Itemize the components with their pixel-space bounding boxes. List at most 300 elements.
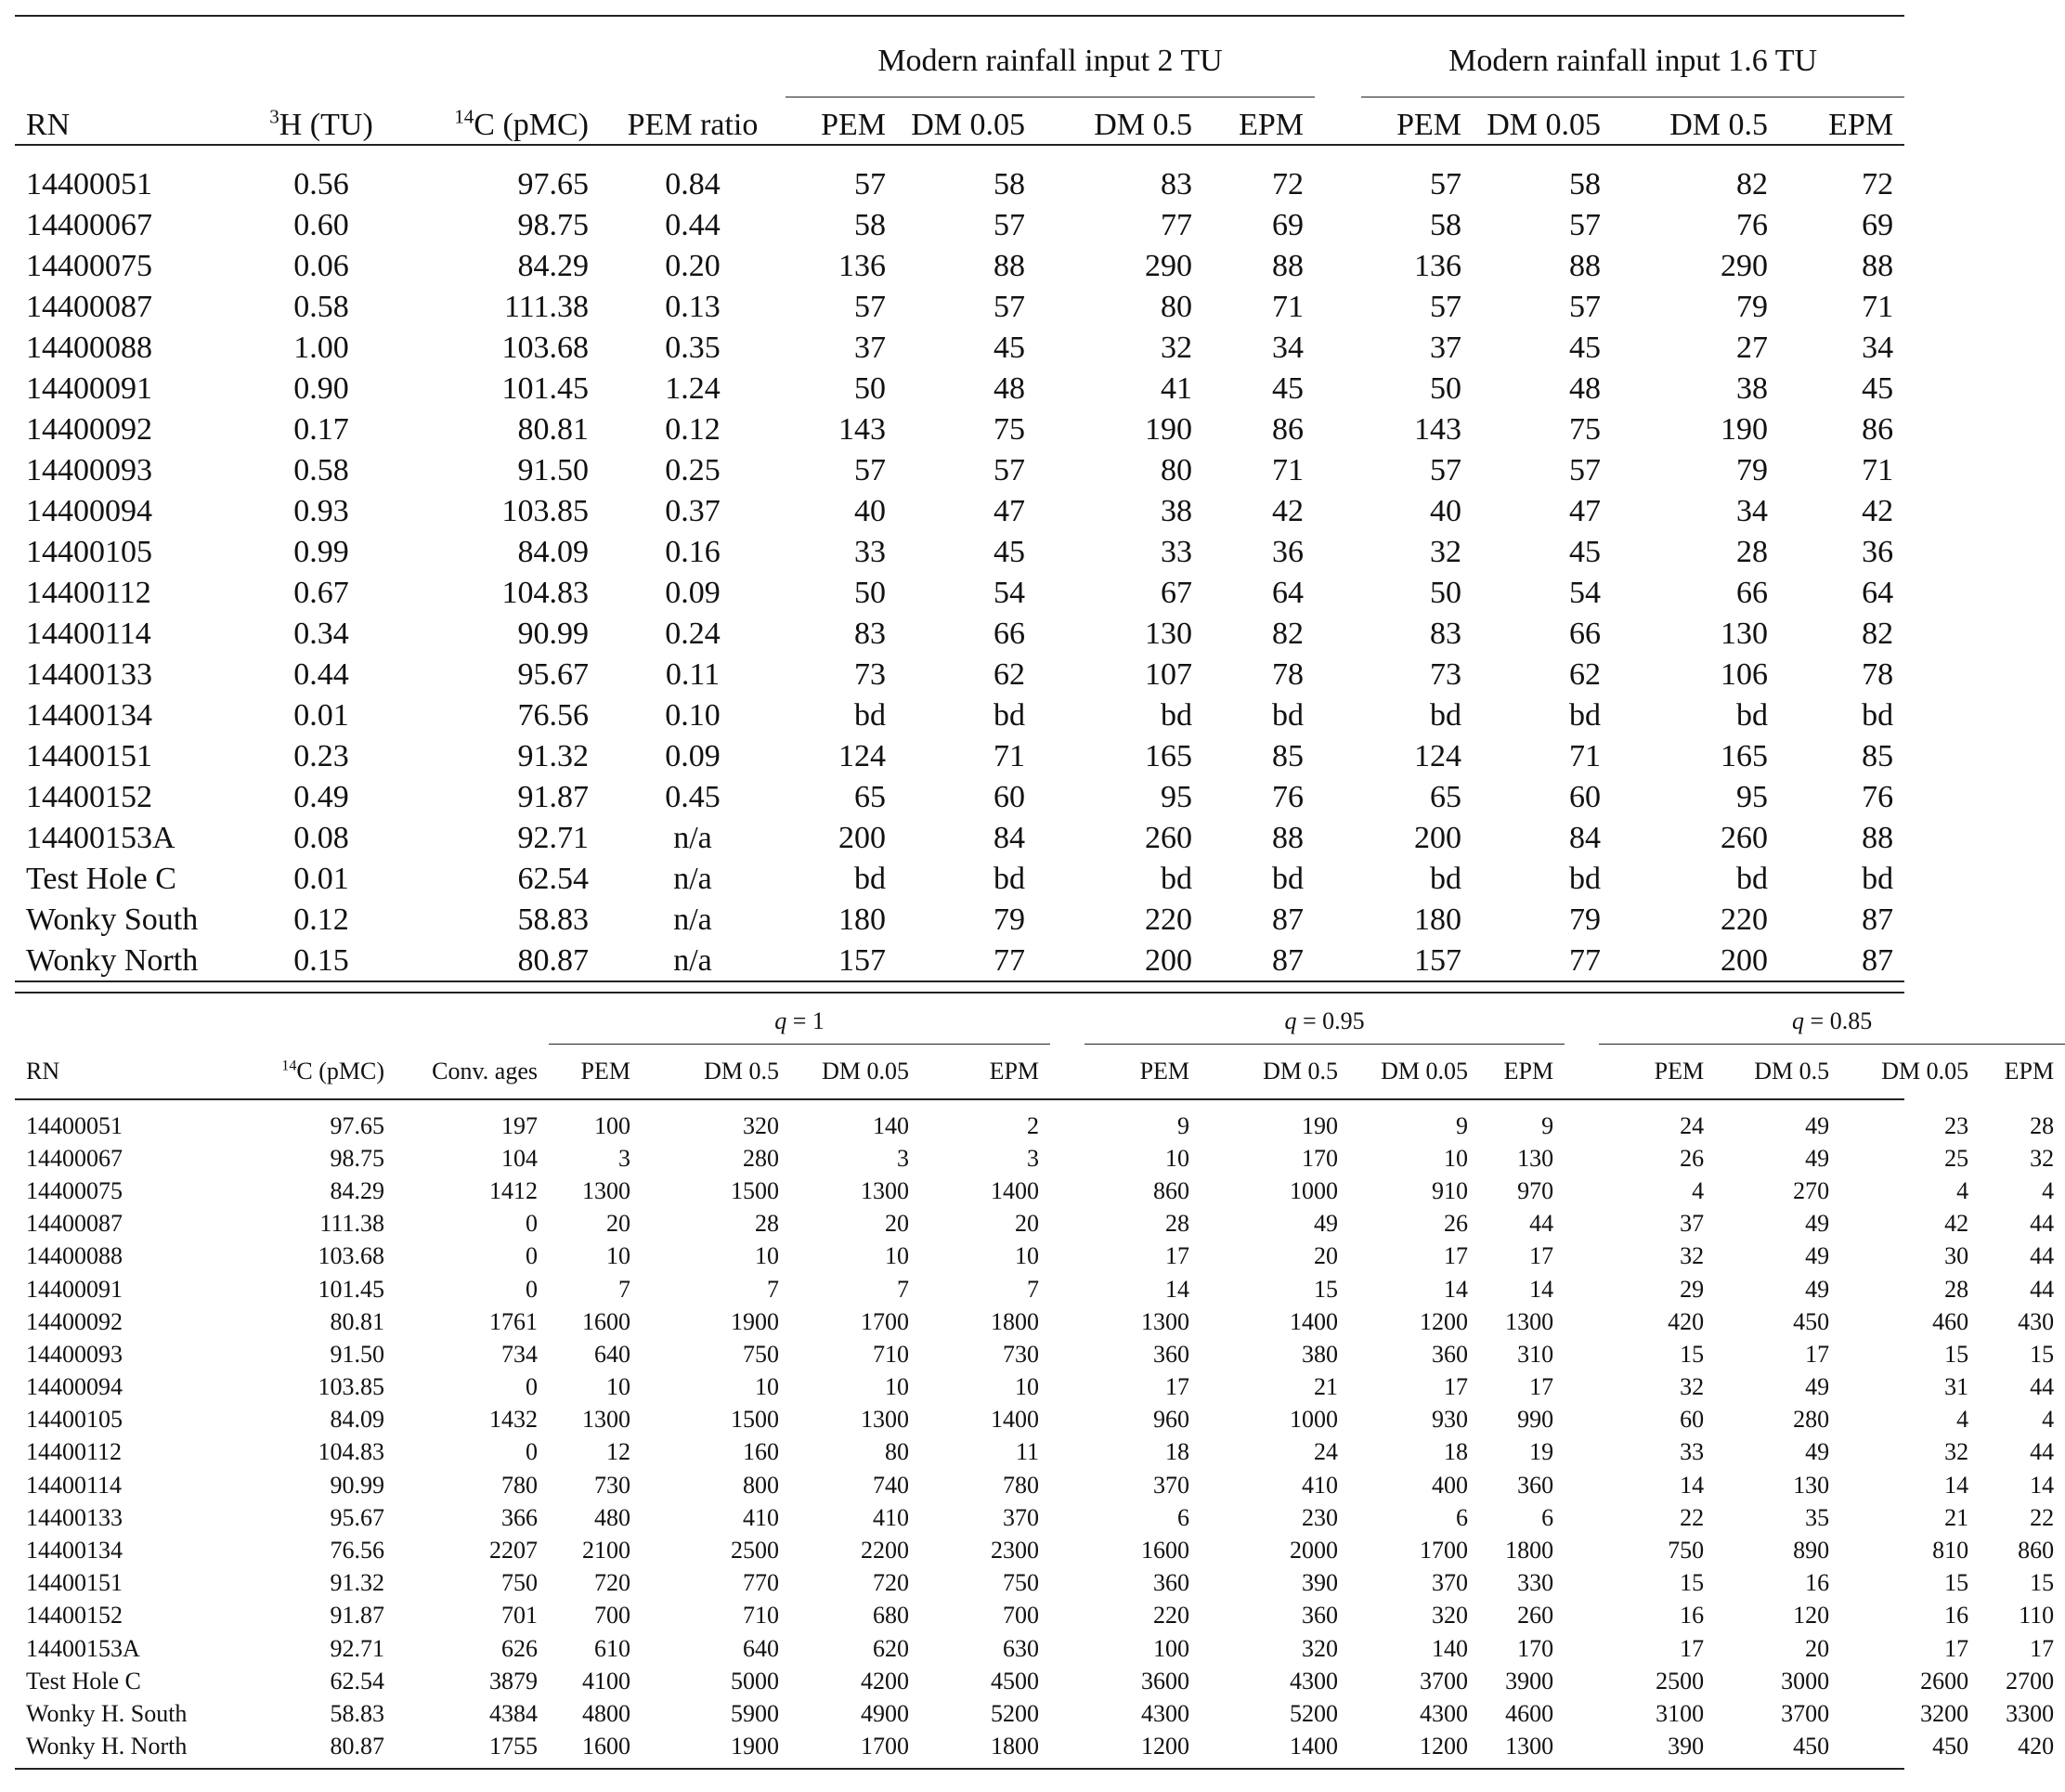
table-cell: 260	[1721, 821, 1769, 855]
table-cell: 91.87	[517, 780, 589, 814]
table-cell: 88	[1272, 249, 1305, 283]
table-cell: 57	[994, 453, 1025, 487]
row-label: 14400087	[26, 1210, 123, 1238]
table-cell: 49	[1805, 1438, 1830, 1466]
table-cell: 15	[1944, 1340, 1969, 1368]
table-cell: 420	[1668, 1307, 1705, 1335]
row-label: 14400051	[26, 1111, 123, 1139]
table-cell: 360	[1432, 1340, 1469, 1368]
col-header-dm-05: DM 0.5	[1094, 108, 1192, 142]
table-cell: 750	[743, 1340, 779, 1368]
table-cell: 734	[501, 1340, 538, 1368]
row-label: 14400133	[26, 1503, 123, 1531]
table-cell: 88	[1569, 249, 1602, 283]
table-cell: bd	[1161, 862, 1192, 896]
table-cell: 320	[1302, 1634, 1339, 1662]
table-cell: 930	[1432, 1406, 1469, 1434]
row-label: Wonky South	[26, 902, 199, 937]
table-cell: 20	[1805, 1634, 1830, 1662]
table-row	[15, 409, 1904, 450]
col-header-epm: EPM	[1828, 108, 1894, 142]
table-cell: 366	[501, 1503, 538, 1531]
row-label: 14400091	[26, 371, 152, 406]
table-cell: 66	[994, 617, 1025, 651]
table-cell: 700	[594, 1602, 630, 1630]
table-cell: 890	[1793, 1537, 1830, 1565]
table-cell: 50	[1430, 371, 1462, 406]
table-cell: 0.01	[293, 862, 349, 896]
row-label: 14400152	[26, 1602, 123, 1630]
table-cell: 0	[526, 1242, 538, 1270]
table-cell: 10	[1165, 1144, 1190, 1172]
table-cell: 0	[526, 1210, 538, 1238]
table-cell: 1300	[861, 1176, 909, 1204]
column-spacer	[1565, 1110, 1599, 1142]
table-cell: 58.83	[517, 902, 589, 937]
column-spacer	[1315, 900, 1361, 941]
table-cell: 10	[885, 1242, 909, 1270]
table-cell: 62	[1569, 657, 1602, 692]
col-header-conv-ages: Conv. ages	[432, 1057, 538, 1084]
table-cell: 50	[1430, 576, 1462, 610]
table-cell: 32	[1680, 1242, 1705, 1270]
table-cell: 16	[1805, 1569, 1830, 1597]
table-cell: 12	[606, 1438, 630, 1466]
table-cell: 1600	[582, 1733, 630, 1760]
table-cell: 62	[994, 657, 1025, 692]
table-cell: 49	[1805, 1275, 1830, 1303]
table-cell: 58	[854, 208, 886, 242]
table-cell: 4600	[1505, 1699, 1554, 1727]
row-label: 14400153A	[26, 821, 175, 855]
table-cell: 200	[1145, 943, 1192, 978]
table-cell: 49	[1805, 1242, 1830, 1270]
table-cell: 57	[1430, 290, 1462, 324]
column-spacer	[1050, 1273, 1084, 1305]
column-spacer	[1315, 655, 1361, 695]
column-spacer	[1050, 1697, 1084, 1730]
table-cell: 10	[885, 1373, 909, 1401]
table-cell: bd	[1736, 698, 1769, 733]
table-cell: 44	[2030, 1242, 2055, 1270]
table-cell: 1200	[1141, 1733, 1190, 1760]
table-cell: 19	[1529, 1438, 1554, 1466]
column-spacer	[1050, 1665, 1084, 1697]
table-cell: 57	[994, 208, 1025, 242]
table-cell: 54	[994, 576, 1025, 610]
table-cell: 10	[755, 1242, 779, 1270]
table-cell: 1400	[1290, 1307, 1339, 1335]
table-cell: 24	[1314, 1438, 1339, 1466]
table-cell: 57	[1569, 208, 1602, 242]
table-cell: 1000	[1290, 1406, 1339, 1434]
group-header-q-1: q = 1	[549, 999, 1050, 1045]
table-cell: 1700	[1420, 1537, 1469, 1565]
table-row	[15, 1142, 2065, 1175]
table-cell: 400	[1432, 1471, 1469, 1499]
table-cell: 101.45	[318, 1275, 384, 1303]
table-cell: 410	[873, 1503, 909, 1531]
table-cell: 970	[1517, 1176, 1554, 1204]
table-cell: bd	[1569, 862, 1602, 896]
table-cell: 40	[854, 494, 886, 528]
table-cell: 270	[1793, 1176, 1830, 1204]
table-cell: 34	[1862, 331, 1894, 365]
row-label: 14400092	[26, 412, 152, 447]
table-cell: 0.23	[293, 739, 349, 773]
table-cell: 84.09	[517, 535, 589, 569]
table-cell: 1800	[991, 1733, 1040, 1760]
column-spacer	[1050, 1469, 1084, 1501]
table2-bottom-rule	[15, 1768, 1904, 1770]
row-label: Wonky North	[26, 943, 199, 978]
table-cell: 0.99	[293, 535, 349, 569]
table-cell: 77	[1161, 208, 1192, 242]
table-cell: 15	[1944, 1569, 1969, 1597]
table-row	[15, 1665, 2065, 1697]
table-cell: 79	[1736, 290, 1769, 324]
table-cell: 95.67	[330, 1503, 384, 1531]
table-cell: 100	[594, 1111, 630, 1139]
table-cell: 28	[1165, 1210, 1190, 1238]
table-cell: 48	[994, 371, 1025, 406]
row-label: 14400152	[26, 780, 152, 814]
table-cell: 0.16	[665, 535, 721, 569]
table-cell: 170	[1302, 1144, 1339, 1172]
table-cell: 14	[1529, 1275, 1554, 1303]
table-cell: 1.00	[293, 331, 349, 365]
table-cell: 95.67	[517, 657, 589, 692]
table-cell: 0.09	[665, 739, 721, 773]
table2	[15, 999, 2065, 1763]
col-header-pem: PEM	[821, 108, 886, 142]
row-label: 14400105	[26, 535, 152, 569]
table-row	[15, 1371, 2065, 1404]
table-cell: 31	[1944, 1373, 1969, 1401]
table-cell: 15	[2030, 1340, 2055, 1368]
table-row	[15, 369, 1904, 409]
table-cell: 20	[885, 1210, 909, 1238]
row-label: 14400105	[26, 1406, 123, 1434]
table-row	[15, 818, 1904, 859]
table-cell: bd	[994, 698, 1025, 733]
table-cell: 104.83	[501, 576, 589, 610]
table-cell: 2500	[731, 1537, 779, 1565]
table-cell: bd	[1430, 862, 1462, 896]
column-spacer	[1565, 1731, 1599, 1763]
table-cell: 124	[838, 739, 886, 773]
col-header-14c: $^{14}$C (pMC)	[281, 1057, 384, 1084]
table1-top-rule	[15, 15, 1904, 17]
table-row	[15, 736, 1904, 777]
table-cell: 0.08	[293, 821, 349, 855]
table-cell: 3700	[1420, 1667, 1469, 1695]
table-cell: 101.45	[501, 371, 589, 406]
table-cell: 320	[1432, 1602, 1469, 1630]
table-cell: 76	[1736, 208, 1769, 242]
table-cell: 50	[854, 576, 886, 610]
row-label: 14400088	[26, 1242, 123, 1270]
table-cell: 1900	[731, 1307, 779, 1335]
table-cell: 1300	[582, 1176, 630, 1204]
table-cell: 27	[1736, 331, 1769, 365]
table-cell: 98.75	[517, 208, 589, 242]
table-cell: 2200	[861, 1537, 909, 1565]
table-cell: 450	[1793, 1733, 1830, 1760]
table-cell: 190	[1302, 1111, 1339, 1139]
table-cell: 22	[2030, 1503, 2055, 1531]
table-cell: 4100	[582, 1667, 630, 1695]
table-cell: 130	[1145, 617, 1192, 651]
row-label: 14400112	[26, 576, 151, 610]
table-cell: 15	[2030, 1569, 2055, 1597]
table-cell: 410	[1302, 1471, 1339, 1499]
table-cell: 3000	[1781, 1667, 1830, 1695]
table-cell: 280	[1793, 1406, 1830, 1434]
table-cell: 450	[1932, 1733, 1969, 1760]
table-cell: 7	[1027, 1275, 1040, 1303]
column-spacer	[1050, 1110, 1084, 1142]
table-cell: 17	[1529, 1242, 1554, 1270]
table-cell: 0.84	[665, 167, 721, 201]
table-cell: 32	[1161, 331, 1192, 365]
col-header-3h: $^3$H (TU)	[269, 105, 373, 142]
table-cell: 143	[1414, 412, 1462, 447]
table-cell: 17	[1529, 1373, 1554, 1401]
col-header-epm: EPM	[989, 1058, 1040, 1084]
table-cell: 0.20	[665, 249, 721, 283]
table-cell: 34	[1736, 494, 1769, 528]
table-cell: 1800	[991, 1307, 1040, 1335]
column-spacer	[1315, 450, 1361, 491]
table-cell: 3700	[1781, 1699, 1830, 1727]
table-cell: 460	[1932, 1307, 1969, 1335]
row-label: 14400093	[26, 1340, 123, 1368]
table-cell: 610	[594, 1634, 630, 1662]
table-cell: 701	[501, 1602, 538, 1630]
table-cell: 103.68	[501, 331, 589, 365]
table-cell: 45	[1569, 535, 1602, 569]
table-cell: 180	[1414, 902, 1462, 937]
column-spacer	[1315, 941, 1361, 981]
column-spacer	[1565, 1665, 1599, 1697]
table-cell: 910	[1432, 1176, 1469, 1204]
table-cell: 84.09	[330, 1406, 384, 1434]
table-cell: 76.56	[517, 698, 589, 733]
table-cell: 200	[1414, 821, 1462, 855]
row-label: 14400094	[26, 1373, 123, 1401]
table-cell: 6	[1177, 1503, 1190, 1531]
row-label: 14400151	[26, 739, 152, 773]
table-cell: 29	[1680, 1275, 1705, 1303]
col-header-epm: EPM	[1503, 1058, 1554, 1084]
table-cell: 24	[1680, 1111, 1705, 1139]
table-cell: 1200	[1420, 1733, 1469, 1760]
table-cell: 0.12	[665, 412, 721, 447]
col-header-dm-05: DM 0.5	[1754, 1058, 1830, 1084]
table-cell: 17	[1165, 1373, 1190, 1401]
column-spacer	[1565, 1697, 1599, 1730]
table-cell: 110	[2019, 1602, 2055, 1630]
table-cell: 58	[994, 167, 1025, 201]
table-cell: 80	[1161, 453, 1192, 487]
table-cell: 810	[1932, 1537, 1969, 1565]
table-cell: 98.75	[330, 1144, 384, 1172]
table-cell: 0.09	[665, 576, 721, 610]
table-cell: 2300	[991, 1537, 1040, 1565]
table-cell: 58.83	[330, 1699, 384, 1727]
table-cell: 111.38	[319, 1210, 384, 1238]
table-cell: 49	[1805, 1373, 1830, 1401]
table-cell: 82	[1862, 617, 1894, 651]
table-cell: 45	[1272, 371, 1305, 406]
col-header-dm-005: DM 0.05	[822, 1058, 909, 1084]
table-cell: 18	[1444, 1438, 1469, 1466]
table-cell: 10	[1015, 1242, 1040, 1270]
table-cell: 26	[1444, 1210, 1469, 1238]
table-cell: 860	[1153, 1176, 1190, 1204]
table-cell: 26	[1680, 1144, 1705, 1172]
table-cell: 104.83	[318, 1438, 384, 1466]
table-cell: 107	[1145, 657, 1192, 692]
column-spacer	[1050, 1567, 1084, 1600]
group-header-1-6tu: Modern rainfall input 1.6 TU	[1361, 26, 1904, 97]
table2-body	[15, 1110, 2065, 1763]
table-cell: 78	[1862, 657, 1894, 692]
table-cell: 25	[1944, 1144, 1969, 1172]
table-cell: 90.99	[517, 617, 589, 651]
table-cell: 91.87	[330, 1602, 384, 1630]
table-cell: 60	[994, 780, 1025, 814]
row-label: 14400075	[26, 249, 152, 283]
table-cell: 3300	[2006, 1699, 2055, 1727]
table-cell: 4300	[1141, 1699, 1190, 1727]
column-spacer	[1315, 573, 1361, 614]
table-cell: 18	[1165, 1438, 1190, 1466]
table-cell: 1432	[489, 1406, 538, 1434]
table-cell: 20	[606, 1210, 630, 1238]
table-cell: 57	[1430, 453, 1462, 487]
table-cell: 710	[743, 1602, 779, 1630]
table-cell: 75	[994, 412, 1025, 447]
table-cell: 370	[1432, 1569, 1469, 1597]
table-cell: 5200	[991, 1699, 1040, 1727]
table-row	[15, 450, 1904, 491]
table-cell: 10	[755, 1373, 779, 1401]
table-cell: 860	[2018, 1537, 2055, 1565]
table-cell: 44	[2030, 1275, 2055, 1303]
table-cell: 88	[1862, 249, 1894, 283]
row-label: 14400153A	[26, 1634, 140, 1662]
column-spacer	[1565, 1600, 1599, 1632]
table-cell: 143	[838, 412, 886, 447]
table-cell: 124	[1414, 739, 1462, 773]
col-header-dm-005: DM 0.05	[1881, 1058, 1969, 1084]
table-cell: 57	[1569, 453, 1602, 487]
column-spacer	[1565, 1273, 1599, 1305]
column-spacer	[1565, 1436, 1599, 1469]
table-cell: 0.34	[293, 617, 349, 651]
column-spacer	[1565, 1501, 1599, 1534]
column-spacer	[1050, 1371, 1084, 1404]
column-spacer	[1565, 1371, 1599, 1404]
table-cell: 190	[1721, 412, 1769, 447]
table-cell: 14	[2030, 1471, 2055, 1499]
table-cell: 71	[1862, 290, 1894, 324]
table-cell: 0.58	[293, 453, 349, 487]
table-cell: 80	[1161, 290, 1192, 324]
table-cell: 720	[873, 1569, 909, 1597]
table-cell: 48	[1569, 371, 1602, 406]
row-label: 14400093	[26, 453, 152, 487]
table-cell: 17	[1165, 1242, 1190, 1270]
table-cell: 92.71	[517, 821, 589, 855]
table-cell: bd	[1569, 698, 1602, 733]
table-row	[15, 532, 1904, 573]
table-cell: 310	[1517, 1340, 1554, 1368]
table-cell: 1600	[1141, 1537, 1190, 1565]
table-cell: 91.32	[330, 1569, 384, 1597]
table-cell: 230	[1302, 1503, 1339, 1531]
table-cell: 60	[1569, 780, 1602, 814]
table-cell: 44	[2030, 1438, 2055, 1466]
table-cell: 57	[854, 453, 886, 487]
table-row	[15, 491, 1904, 532]
table-cell: 0.67	[293, 576, 349, 610]
table-cell: 76	[1272, 780, 1305, 814]
table-cell: bd	[994, 862, 1025, 896]
table-cell: 770	[743, 1569, 779, 1597]
column-spacer	[1565, 1208, 1599, 1240]
table-cell: 17	[1444, 1373, 1469, 1401]
table-cell: 103.68	[318, 1242, 384, 1270]
table-cell: 130	[1721, 617, 1769, 651]
table-cell: 5200	[1290, 1699, 1339, 1727]
col-header-dm-005: DM 0.05	[911, 108, 1025, 142]
table-cell: 136	[1414, 249, 1462, 283]
table-cell: 10	[1444, 1144, 1469, 1172]
table-cell: 32	[1430, 535, 1462, 569]
table-cell: 0.35	[665, 331, 721, 365]
table-cell: 28	[1944, 1275, 1969, 1303]
row-label: Test Hole C	[26, 862, 176, 896]
table-cell: 0.44	[293, 657, 349, 692]
table-cell: 64	[1272, 576, 1305, 610]
table-cell: 15	[1680, 1569, 1705, 1597]
table-cell: 35	[1805, 1503, 1830, 1531]
table-cell: 79	[994, 902, 1025, 937]
table-cell: 15	[1314, 1275, 1339, 1303]
table-cell: 28	[755, 1210, 779, 1238]
table-cell: 2207	[489, 1537, 538, 1565]
table-cell: 0.01	[293, 698, 349, 733]
table-cell: 50	[854, 371, 886, 406]
table-cell: 4	[1956, 1406, 1969, 1434]
column-spacer	[1315, 491, 1361, 532]
table-cell: 420	[2018, 1733, 2055, 1760]
table-cell: 0.11	[665, 657, 721, 692]
table-cell: 36	[1272, 535, 1305, 569]
table-row	[15, 1567, 2065, 1600]
table-cell: 3200	[1920, 1699, 1969, 1727]
table-cell: 0.25	[665, 453, 721, 487]
col-header-rn: RN	[26, 107, 71, 142]
table-cell: 4800	[582, 1699, 630, 1727]
table-cell: 1700	[861, 1733, 909, 1760]
table-cell: 200	[1721, 943, 1769, 978]
table-cell: 97.65	[330, 1111, 384, 1139]
table-cell: 106	[1721, 657, 1769, 692]
